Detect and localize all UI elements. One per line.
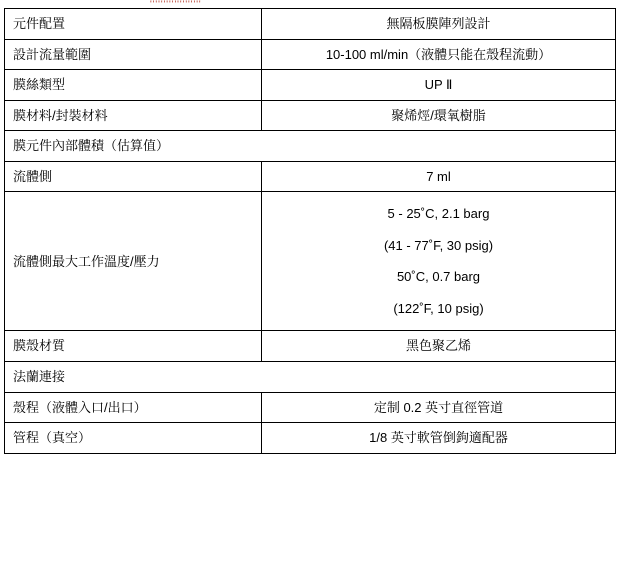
row-value-line: 50˚C, 0.7 barg (396, 269, 481, 285)
row-value: 聚烯烴/環氧樹脂 (262, 100, 616, 131)
table-row (5, 392, 616, 423)
row-label: 膜殼材質 (5, 331, 262, 362)
row-label: 膜元件內部體積（估算值） (5, 131, 616, 162)
row-label: 元件配置 (5, 9, 262, 40)
row-label: 流體側最大工作溫度/壓力 (5, 192, 262, 331)
table-row (5, 131, 616, 162)
table-row (5, 9, 616, 40)
table-row (5, 331, 616, 362)
row-label: 法蘭連接 (5, 362, 616, 393)
row-value: UP Ⅱ (262, 70, 616, 101)
row-label: 膜絲類型 (5, 70, 262, 101)
row-value: 定制 0.2 英寸直徑管道 (262, 392, 616, 423)
table-row (5, 362, 616, 393)
table-row (5, 161, 616, 192)
table-row (5, 100, 616, 131)
specification-table (4, 8, 616, 454)
row-value-line: (41 - 77˚F, 30 psig) (383, 237, 494, 253)
row-value-line: (122˚F, 10 psig) (393, 300, 484, 316)
row-value: 無隔板膜陣列設計 (262, 9, 616, 40)
row-label: 殼程（液體入口/出口） (5, 392, 262, 423)
row-value: 黑色聚乙烯 (262, 331, 616, 362)
row-label: 設計流量範圍 (5, 39, 262, 70)
row-value: 10-100 ml/min（液體只能在殼程流動） (262, 39, 616, 70)
table-body (5, 9, 616, 454)
row-value: 7 ml (262, 161, 616, 192)
row-value-multiline (262, 192, 616, 331)
row-label: 管程（真空） (5, 423, 262, 454)
table-row (5, 423, 616, 454)
top-edit-marks: ''''''''''''''''''' (150, 0, 202, 8)
row-value: 1/8 英寸軟管倒鉤適配器 (262, 423, 616, 454)
table-row (5, 192, 616, 331)
table-row (5, 70, 616, 101)
row-label: 流體側 (5, 161, 262, 192)
row-value-line: 5 - 25˚C, 2.1 barg (387, 206, 490, 222)
row-label: 膜材料/封裝材料 (5, 100, 262, 131)
table-row (5, 39, 616, 70)
